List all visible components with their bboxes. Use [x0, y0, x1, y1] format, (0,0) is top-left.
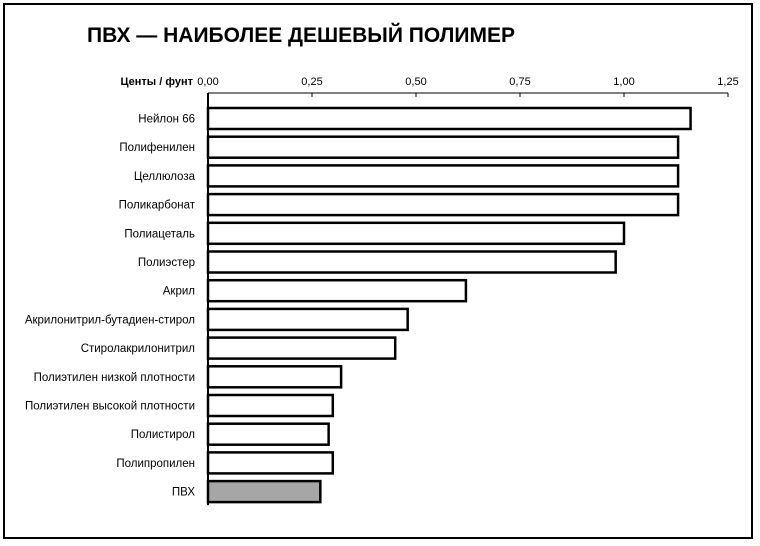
bar: [208, 194, 678, 215]
bar: [208, 366, 341, 387]
bar: [208, 137, 678, 158]
bar: [208, 165, 678, 186]
bar: [208, 309, 408, 330]
category-label: Акрил: [162, 285, 195, 298]
x-tick-label: 0,50: [405, 76, 427, 88]
category-label: Полиацеталь: [124, 228, 195, 241]
bar: [208, 395, 333, 416]
category-label: Полиэтилен низкой плотности: [33, 371, 195, 384]
bar: [208, 452, 333, 473]
x-tick-label: 1,25: [717, 76, 739, 88]
category-label: ПВХ: [171, 486, 195, 499]
category-label: Полиэстер: [137, 257, 195, 269]
category-label: Полифенилен: [119, 142, 195, 155]
chart-title: ПВХ — НАИБОЛЕЕ ДЕШЕВЫЙ ПОЛИМЕР: [87, 24, 516, 47]
category-label: Полистирол: [130, 429, 195, 442]
x-tick-label: 0,75: [509, 76, 531, 88]
category-label: Целлюлоза: [133, 170, 195, 183]
bar: [208, 223, 624, 244]
category-label: Полипропилен: [116, 457, 195, 470]
bar: [208, 338, 395, 359]
bar: [208, 280, 466, 301]
x-tick-label: 1,00: [613, 76, 635, 88]
category-label: Стиролакрилонитрил: [80, 343, 195, 356]
category-label: Нейлон 66: [138, 113, 195, 126]
category-label: Поликарбонат: [118, 199, 195, 212]
axis-unit-label: Центы / фунт: [120, 76, 193, 88]
category-label: Акрилонитрил-бутадиен-стирол: [24, 314, 195, 327]
category-label: Полиэтилен высокой плотности: [25, 400, 195, 413]
bar: [208, 424, 329, 445]
bar: [208, 481, 320, 502]
bar: [208, 252, 616, 273]
bar: [208, 108, 691, 129]
x-tick-label: 0,25: [301, 76, 323, 88]
x-tick-label: 0,00: [197, 76, 219, 88]
